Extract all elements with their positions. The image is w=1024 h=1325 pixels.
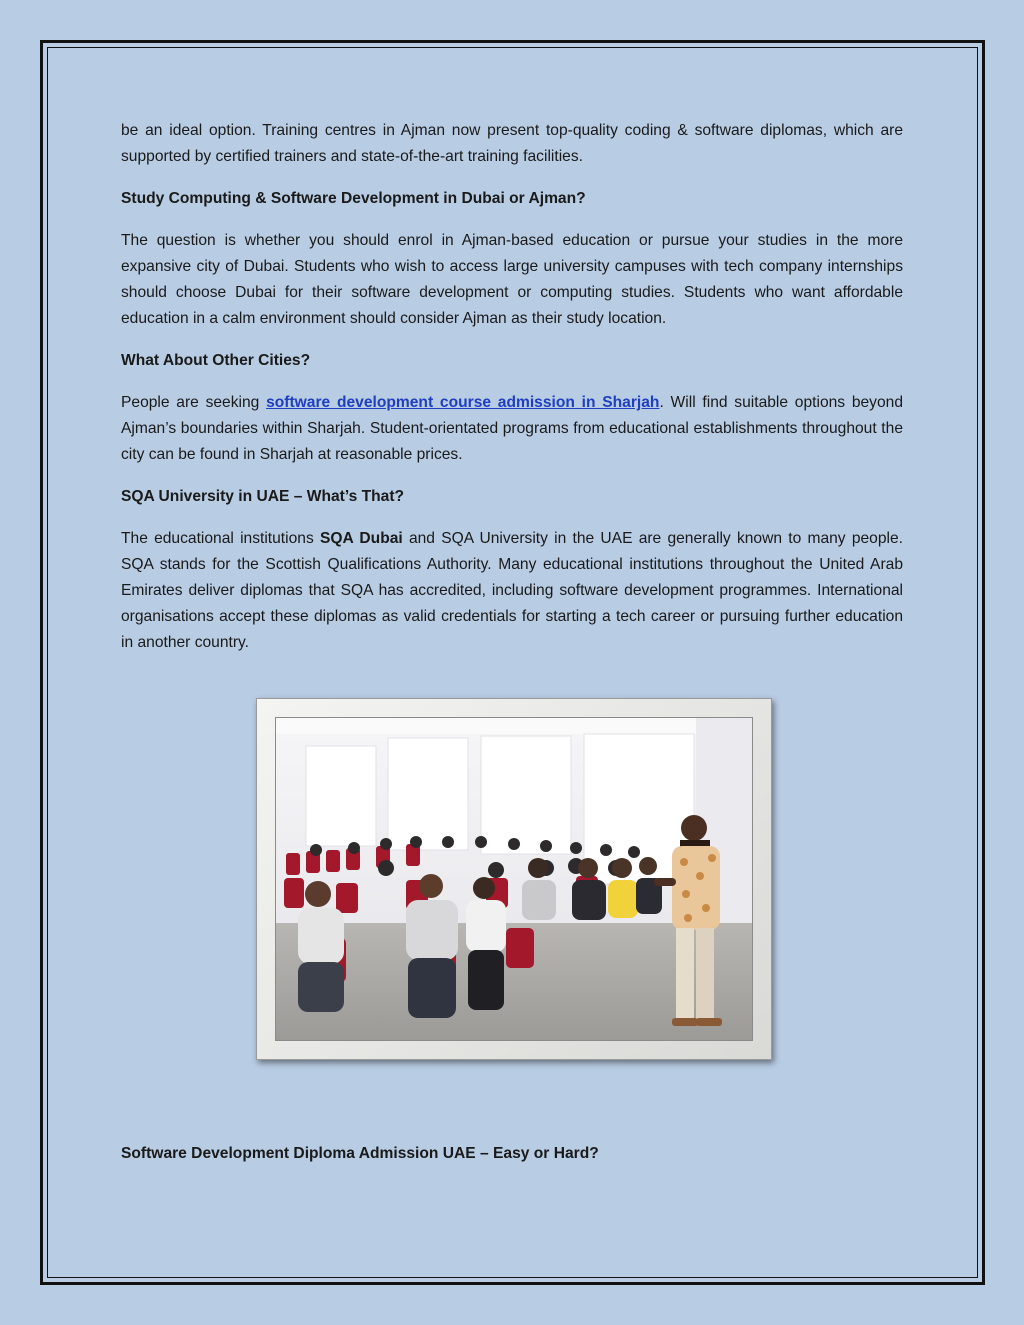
heading-sqa-university: SQA University in UAE – What’s That?	[121, 488, 405, 505]
paragraph-sqa-university	[121, 526, 903, 656]
classroom-photo-frame	[256, 698, 772, 1060]
paragraph-other-cities-lead: People are seeking	[121, 394, 267, 411]
sqa-dubai-emphasis: SQA Dubai	[319, 530, 403, 547]
paragraph-other-cities-rest: . Will find suitable options beyond Ajman’s boundaries within Sharjah. Student-orientated programs from educational establishments throughout the city can be found in Sharjah at reasonable prices.	[121, 394, 903, 463]
heading-other-cities: What About Other Cities?	[121, 352, 311, 369]
sharjah-admission-link[interactable]: software development course admission in Sharjah	[266, 394, 660, 411]
paragraph-sqa-rest: and SQA University in the UAE are generally known to many people. SQA stands for the Scottish Qualifications Authority. Many educational institutions throughout the United Arab Emirates deliver diplomas that SQA has accredited, including software development programmes. International organisations accept these diplomas as valid credentials for starting a tech career or pursuing further education in another country.	[121, 530, 903, 651]
paragraph-dubai-or-ajman: The question is whether you should enrol in Ajman-based education or pursue your studies in the more expansive city of Dubai. Students who wish to access large university campuses with tech company internships should choose Dubai for their software development or computing studies. Students who want affordable education in a calm environment should consider Ajman as their study location.	[121, 232, 903, 327]
heading-dubai-or-ajman: Study Computing & Software Development in Dubai or Ajman?	[121, 190, 586, 207]
paragraph-sqa-lead: The educational institutions	[121, 530, 320, 547]
article-body	[121, 118, 903, 672]
classroom-photo	[275, 717, 753, 1041]
paragraph-other-cities	[121, 390, 903, 468]
heading-diploma-admission: Software Development Diploma Admission UAE – Easy or Hard?	[121, 1145, 599, 1162]
classroom-illustration	[276, 718, 753, 1041]
paragraph-intro: be an ideal option. Training centres in Ajman now present top-quality coding & software diplomas, which are supported by certified trainers and state-of-the-art training facilities.	[121, 122, 903, 165]
